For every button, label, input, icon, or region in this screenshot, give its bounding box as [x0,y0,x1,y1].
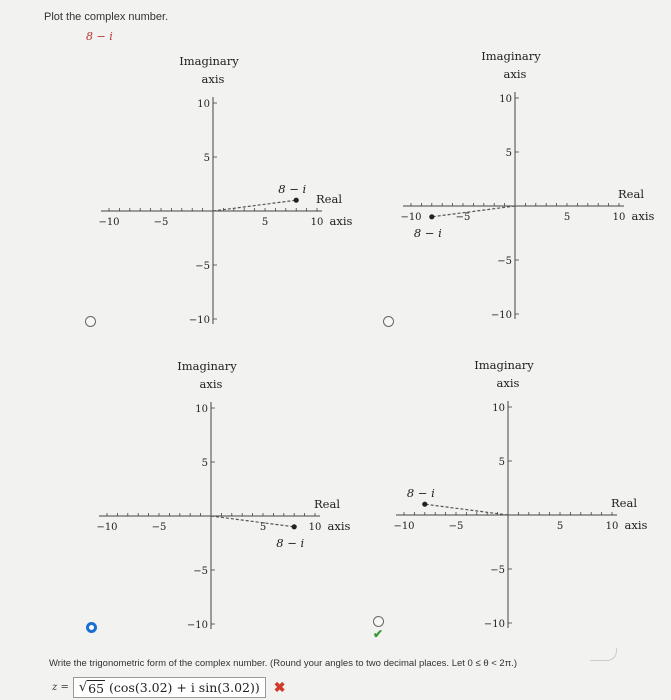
x-tick-label: −10 [98,217,120,228]
radio-option-2[interactable] [383,316,394,327]
imaginary-axis-title: Imaginary [179,54,239,68]
real-axis-subtitle: axis [329,214,353,228]
x-tick-label: 10 [308,522,322,533]
x-tick-label: −5 [455,212,471,223]
y-tick-label: 5 [505,148,512,159]
x-tick-label: 5 [556,521,564,532]
y-tick-label: −5 [193,566,208,577]
real-axis-subtitle: axis [624,518,648,532]
y-tick-label: −10 [483,619,505,630]
y-tick-label: −5 [195,261,210,272]
real-axis-subtitle: axis [327,519,351,533]
answer-input[interactable] [73,677,266,698]
y-tick-label: −5 [490,565,505,576]
point-label: 8 − i [406,486,435,501]
point-label: 8 − i [278,182,307,197]
y-tick-label: −5 [497,256,512,267]
x-tick-label: 10 [612,212,626,223]
x-tick-label: −5 [448,521,464,532]
sqrt-argument: 65 [88,680,105,696]
real-axis-subtitle: axis [631,209,655,223]
x-tick-label: 5 [259,522,267,533]
radio-option-1[interactable] [85,316,96,327]
imaginary-axis-subtitle: axis [503,67,527,81]
answer-rest: (cos(3.02) + i sin(3.02)) [109,680,260,695]
radio-option-3[interactable] [86,622,97,633]
x-tick-label: 5 [261,217,269,228]
x-tick-label: −10 [96,522,118,533]
x-tick-label: −5 [153,217,169,228]
complex-number: 8 − i [86,30,113,43]
point-label: 8 − i [413,225,442,240]
question-text: Plot the complex number. [44,11,169,23]
correct-check-icon: ✔ [373,627,384,641]
radio-option-4[interactable] [373,616,384,627]
x-tick-label: −10 [393,521,415,532]
x-tick-label: 10 [310,217,324,228]
incorrect-x-icon: ✖ [273,679,286,695]
x-tick-label: −10 [400,212,422,223]
imaginary-axis-title: Imaginary [474,358,534,372]
x-tick-label: 5 [563,212,571,223]
y-tick-label: 10 [499,94,512,105]
real-axis-title: Real [618,187,644,201]
y-tick-label: 5 [203,153,210,164]
imaginary-axis-title: Imaginary [481,49,541,63]
sqrt-icon: √ [78,680,88,695]
real-axis-title: Real [316,192,342,206]
point-label: 8 − i [276,535,305,550]
y-tick-label: −10 [186,620,208,631]
y-tick-label: 10 [197,99,210,110]
imaginary-axis-subtitle: axis [199,377,223,391]
imaginary-axis-subtitle: axis [201,72,225,86]
y-tick-label: −10 [188,315,210,326]
instruction-text: Write the trigonometric form of the complex number. (Round your angles to two decimal places. Let 0 ≤ θ < 2π.) [49,658,518,669]
answer-label: z = [52,682,69,693]
y-tick-label: 10 [492,403,505,414]
answer-row [52,677,285,698]
real-axis-title: Real [314,497,340,511]
y-tick-label: 5 [201,458,208,469]
y-tick-label: 10 [195,404,208,415]
imaginary-axis-subtitle: axis [496,376,520,390]
imaginary-axis-title: Imaginary [177,359,237,373]
y-tick-label: 5 [498,457,505,468]
plotted-point [422,502,427,507]
real-axis-title: Real [611,496,637,510]
x-tick-label: −5 [151,522,167,533]
x-tick-label: 10 [605,521,619,532]
y-tick-label: −10 [490,310,512,321]
